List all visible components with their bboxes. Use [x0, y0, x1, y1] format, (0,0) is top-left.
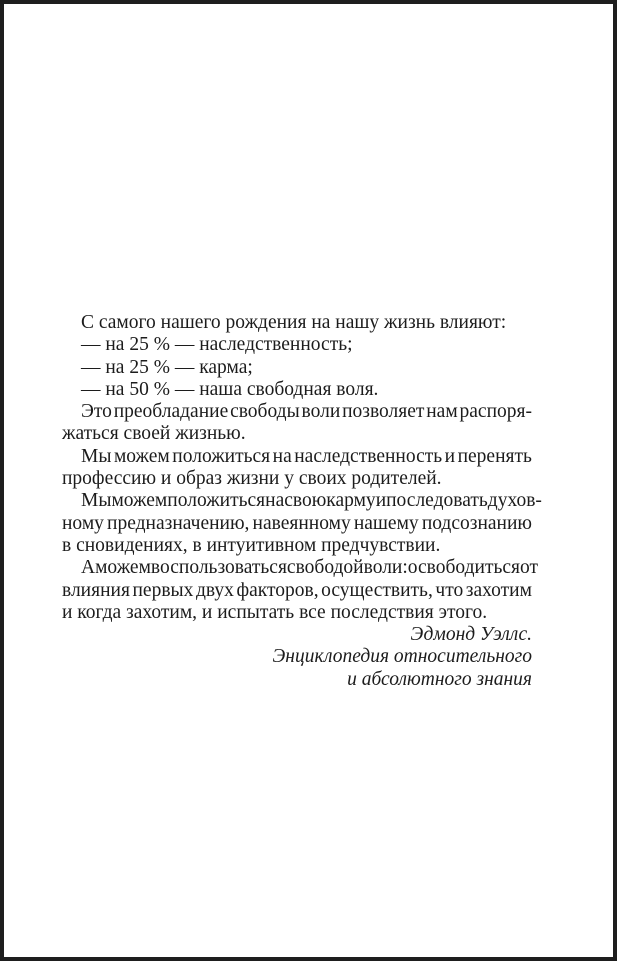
text-line: и абсолютного знания [347, 668, 532, 690]
word: воли: [363, 557, 408, 579]
word: предназначению, [107, 512, 250, 534]
text-line: и когда захотим, и испытать все последствия этого. [62, 601, 488, 623]
word: преобладание [113, 401, 229, 423]
text-line: — на 25 % — карма; [81, 356, 253, 378]
word: ному [62, 512, 104, 534]
word: подсознанию [421, 512, 532, 534]
word: Мы [81, 490, 112, 512]
word: Мы [81, 445, 112, 467]
epigraph-lines [62, 312, 542, 691]
word: положиться [172, 445, 271, 467]
word: воли [301, 401, 341, 423]
text-line: С самого нашего рождения на нашу жизнь влияют: [81, 312, 507, 333]
word: на [272, 445, 292, 467]
word: наследственность [294, 445, 443, 467]
word: перенять [457, 445, 532, 467]
text-line: — на 50 % — наша свободная воля. [81, 378, 379, 400]
word: нашему [353, 512, 419, 534]
text-line [62, 490, 542, 512]
text-line: профессию и образ жизни у своих родителей. [62, 468, 442, 490]
word: нам [426, 401, 458, 423]
word: факторов, [236, 579, 319, 601]
word: двух [195, 579, 234, 601]
text-line [62, 513, 532, 535]
word: и [375, 490, 387, 512]
word: навеянному [252, 512, 351, 534]
epigraph-text [62, 312, 542, 691]
text-line: Эдмонд Уэллс. [410, 624, 532, 646]
word: влияния [62, 579, 130, 601]
word: освободиться [407, 557, 521, 579]
text-line [62, 446, 532, 468]
text-line: — на 25 % — наследственность; [81, 334, 353, 356]
word: воспользоваться [150, 557, 287, 579]
text-line: Энциклопедия относительного [272, 646, 532, 668]
word: положиться [167, 490, 266, 512]
word: на [265, 490, 285, 512]
word: Это [81, 401, 112, 423]
text-line: жаться своей жизнью. [62, 423, 246, 445]
word: осуществить, [321, 579, 433, 601]
word: что [435, 579, 464, 601]
word: свободы [230, 401, 300, 423]
word: последовать [386, 490, 488, 512]
word: и [444, 445, 456, 467]
text-line: в сновидениях, в интуитивном предчувствии. [62, 534, 441, 556]
text-line [62, 401, 532, 423]
word: можем [113, 445, 170, 467]
word: можем [111, 490, 168, 512]
word: свою [284, 490, 327, 512]
word: позволяет [342, 401, 425, 423]
word: можем [95, 557, 151, 579]
word: карму [326, 490, 376, 512]
word: духов- [487, 490, 542, 512]
word: захотим [465, 579, 532, 601]
text-line [62, 580, 532, 602]
word: свободой [286, 557, 364, 579]
word: первых [132, 579, 194, 601]
word: А [81, 557, 96, 579]
text-line [62, 557, 539, 579]
word: распоря- [459, 401, 532, 423]
word: от [520, 557, 539, 579]
